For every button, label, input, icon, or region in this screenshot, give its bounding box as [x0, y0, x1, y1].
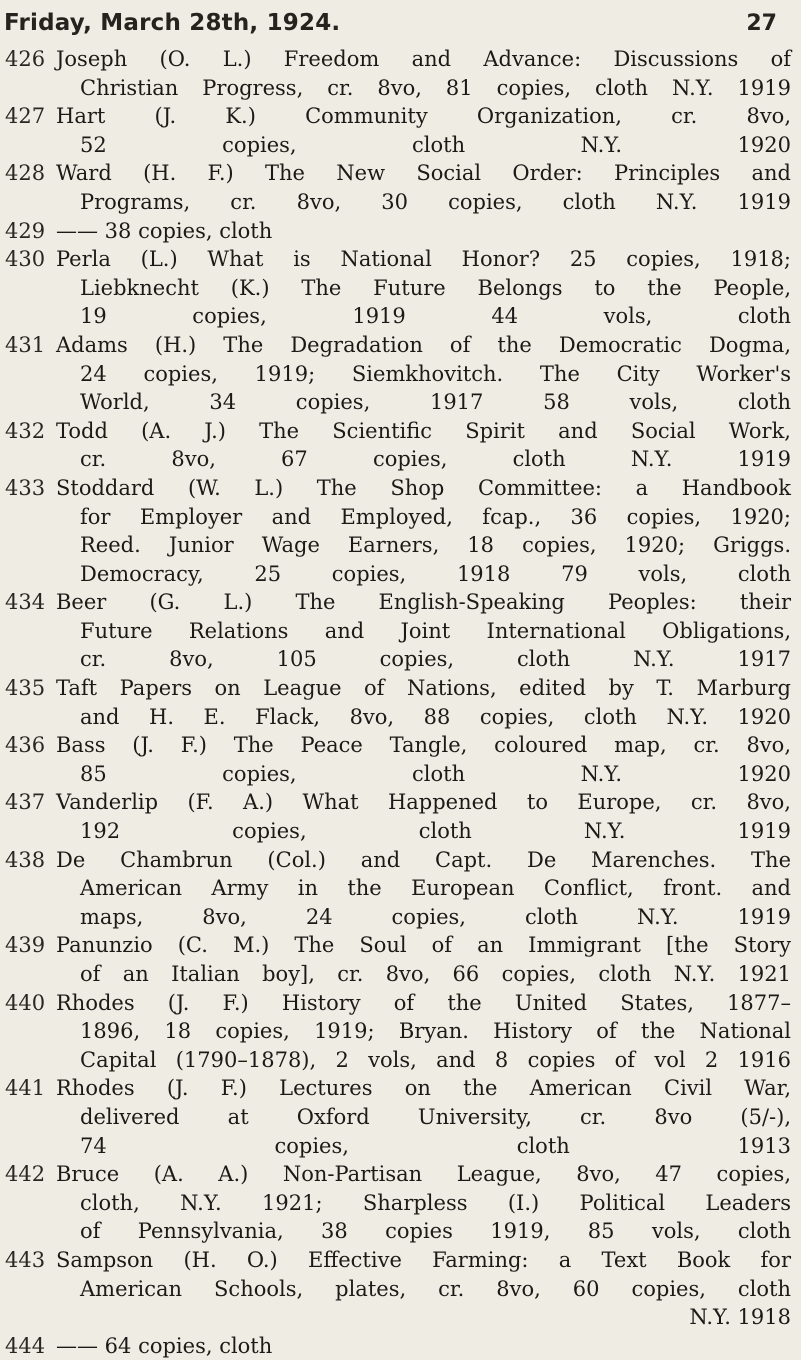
catalogue-lot [0, 474, 801, 588]
lot-description [56, 674, 791, 731]
lot-number: 436 [5, 733, 46, 758]
lot-line: cr. 8vo, 105 copies, cloth N.Y. 1917 [80, 647, 791, 672]
lot-number: 444 [5, 1333, 46, 1358]
catalogue-lot [0, 588, 801, 674]
catalogue-lot [0, 989, 801, 1075]
catalogue-lot [0, 931, 801, 988]
catalogue-lot [0, 1074, 801, 1160]
lot-line: Christian Progress, cr. 8vo, 81 copies, cloth N.Y. 1919 [80, 75, 791, 100]
lot-line: of Pennsylvania, 38 copies 1919, 85 vols, cloth [80, 1219, 791, 1244]
lot-number: 441 [5, 1076, 46, 1101]
lot-number: 430 [5, 247, 46, 272]
lot-line: Liebknecht (K.) The Future Belongs to the People, [80, 275, 791, 300]
lot-line: 85 copies, cloth N.Y. 1920 [80, 761, 791, 786]
catalogue-lot [0, 217, 801, 246]
page-number: 27 [746, 11, 777, 36]
lot-description [56, 788, 791, 845]
lot-line: N.Y. 1918 [689, 1305, 791, 1330]
lot-line: Taft Papers on League of Nations, edited by T. Marburg [56, 676, 791, 701]
catalogue-lot [0, 245, 801, 331]
lot-line: Adams (H.) The Degradation of the Democratic Dogma, [56, 332, 791, 357]
catalogue-lot [0, 1246, 801, 1332]
lot-line: American Army in the European Conflict, front. and [80, 876, 791, 901]
lot-line: Programs, cr. 8vo, 30 copies, cloth N.Y. 1919 [80, 189, 791, 214]
lot-list [0, 45, 801, 1360]
lot-line: Hart (J. K.) Community Organization, cr. 8vo, [56, 104, 791, 129]
lot-description [56, 217, 791, 246]
lot-line: 192 copies, cloth N.Y. 1919 [80, 819, 791, 844]
lot-description [56, 731, 791, 788]
lot-line: Stoddard (W. L.) The Shop Committee: a Handbook [56, 475, 791, 500]
page-header [4, 10, 777, 42]
lot-number: 443 [5, 1247, 46, 1272]
lot-number: 438 [5, 847, 46, 872]
lot-number: 433 [5, 475, 46, 500]
lot-line: 24 copies, 1919; Siemkhovitch. The City Worker's [80, 361, 791, 386]
lot-number: 440 [5, 990, 46, 1015]
lot-line: Panunzio (C. M.) The Soul of an Immigrant [the Story [56, 933, 791, 958]
lot-line: Democracy, 25 copies, 1918 79 vols, cloth [80, 561, 791, 586]
lot-description [56, 846, 791, 932]
catalogue-lot [0, 1332, 801, 1360]
catalogue-lot [0, 331, 801, 417]
lot-description [56, 1160, 791, 1246]
lot-number: 435 [5, 676, 46, 701]
lot-line: De Chambrun (Col.) and Capt. De Marenches. The [56, 847, 791, 872]
lot-description [56, 102, 791, 159]
lot-description [56, 159, 791, 216]
lot-line: Joseph (O. L.) Freedom and Advance: Discussions of [56, 47, 791, 71]
lot-description [56, 417, 791, 474]
lot-line: Ward (H. F.) The New Social Order: Principles and [56, 161, 791, 186]
lot-number: 429 [5, 218, 46, 243]
lot-number: 432 [5, 418, 46, 443]
lot-line: 52 copies, cloth N.Y. 1920 [80, 132, 791, 157]
lot-line: Bass (J. F.) The Peace Tangle, coloured map, cr. 8vo, [56, 733, 791, 758]
lot-number: 431 [5, 332, 46, 357]
lot-line: Beer (G. L.) The English-Speaking Peoples: their [56, 590, 791, 615]
lot-number: 427 [5, 104, 46, 129]
catalogue-lot [0, 846, 801, 932]
lot-description [56, 989, 791, 1075]
catalogue-lot [0, 45, 801, 102]
lot-line: Future Relations and Joint International Obligations, [80, 618, 791, 643]
lot-description [56, 1332, 791, 1360]
lot-line: American Schools, plates, cr. 8vo, 60 copies, cloth [80, 1276, 791, 1301]
lot-description [56, 45, 791, 102]
lot-line: Bruce (A. A.) Non-Partisan League, 8vo, 47 copies, [56, 1162, 791, 1187]
lot-line: Capital (1790–1878), 2 vols, and 8 copies of vol 2 1916 [80, 1047, 791, 1072]
lot-line: Rhodes (J. F.) History of the United States, 1877– [56, 990, 791, 1015]
lot-description [56, 474, 791, 588]
lot-line: of an Italian boy], cr. 8vo, 66 copies, cloth N.Y. 1921 [80, 962, 791, 986]
lot-description [56, 331, 791, 417]
lot-line: 19 copies, 1919 44 vols, cloth [80, 304, 791, 329]
catalogue-lot [0, 788, 801, 845]
lot-line: 1896, 18 copies, 1919; Bryan. History of the National [80, 1019, 791, 1044]
lot-line: World, 34 copies, 1917 58 vols, cloth [80, 390, 791, 415]
lot-number: 428 [5, 161, 46, 186]
lot-description [56, 1074, 791, 1160]
lot-line: cloth, N.Y. 1921; Sharpless (I.) Political Leaders [80, 1190, 791, 1215]
lot-number: 426 [5, 47, 46, 71]
catalogue-lot [0, 1160, 801, 1246]
catalogue-lot [0, 674, 801, 731]
lot-description [56, 931, 791, 988]
lot-line: Vanderlip (F. A.) What Happened to Europe, cr. 8vo, [56, 790, 791, 815]
lot-number: 442 [5, 1162, 46, 1187]
lot-number: 439 [5, 933, 46, 958]
lot-description [56, 588, 791, 674]
header-date: Friday, March 28th, 1924. [4, 10, 341, 36]
lot-line: 74 copies, cloth 1913 [80, 1133, 791, 1158]
lot-line: Perla (L.) What is National Honor? 25 copies, 1918; [56, 247, 791, 272]
catalogue-lot [0, 417, 801, 474]
lot-line: —— 64 copies, cloth [56, 1333, 273, 1358]
lot-line: Reed. Junior Wage Earners, 18 copies, 1920; Griggs. [80, 533, 791, 558]
lot-number: 437 [5, 790, 46, 815]
catalogue-lot [0, 159, 801, 216]
catalogue-lot [0, 102, 801, 159]
lot-line: cr. 8vo, 67 copies, cloth N.Y. 1919 [80, 447, 791, 472]
lot-line: —— 38 copies, cloth [56, 218, 273, 243]
lot-line: and H. E. Flack, 8vo, 88 copies, cloth N.Y. 1920 [80, 704, 791, 729]
lot-number: 434 [5, 590, 46, 615]
lot-line: delivered at Oxford University, cr. 8vo (5/-), [80, 1104, 791, 1129]
lot-line: maps, 8vo, 24 copies, cloth N.Y. 1919 [80, 904, 791, 929]
catalogue-lot [0, 731, 801, 788]
lot-line: Sampson (H. O.) Effective Farming: a Text Book for [56, 1247, 791, 1272]
lot-description [56, 1246, 791, 1332]
lot-line: Rhodes (J. F.) Lectures on the American Civil War, [56, 1076, 791, 1101]
lot-line: for Employer and Employed, fcap., 36 copies, 1920; [80, 504, 791, 529]
lot-line: Todd (A. J.) The Scientific Spirit and Social Work, [56, 418, 791, 443]
lot-description [56, 245, 791, 331]
